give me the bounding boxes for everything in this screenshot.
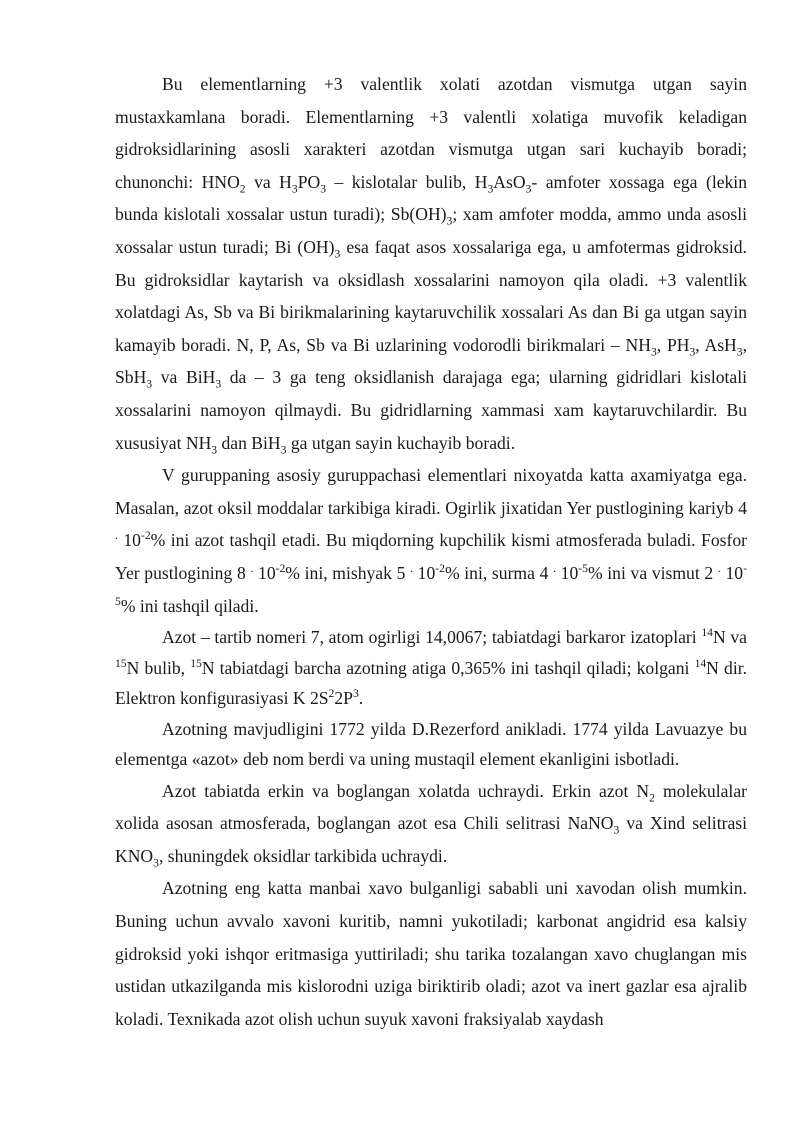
subscript: 3 [334, 247, 341, 261]
text-run: 10 [253, 562, 276, 583]
subscript: 3 [446, 214, 453, 228]
subscript: 3 [280, 443, 287, 457]
paragraph [115, 459, 747, 622]
subscript: 3 [487, 182, 494, 196]
superscript: 14 [694, 656, 707, 670]
text-run: dan BiH [217, 432, 281, 453]
text-run: V guruppaning asosiy guruppachasi elementlari nixoyatda katta axamiyatga ega. Masalan, azot oksil moddalar tarkibiga kiradi. Ogirlik jixatidan Yer pustlogining kariyb 4 [115, 465, 747, 518]
text-run: Azot – tartib nomeri 7, atom ogirligi 14,0067; tabiatdagi barkaror izatoplari [162, 627, 702, 648]
subscript: 3 [215, 377, 222, 391]
text-run: Azotning eng katta manbai xavo bulganligi sababli uni xavodan olish mumkin. Buning uchun avvalo xavoni kuritib, namni yukotiladi; karbonat angidrid esa kalsiy gidroksid yoki ishqor eritmasiga yuttiriladi; shu tarika tozalangan xavo chuglangan mis ustidan utkazilganda mis kislorodni uziga biriktirib oladi; azot va inert gazlar esa ajralib koladi. Texnikada azot olish uchun suyuk xavoni fraksiyalab xaydash [115, 878, 747, 1029]
paragraph [115, 872, 747, 1035]
text-run: Azot tabiatda erkin va boglangan xolatda uchraydi. Erkin azot N [162, 780, 650, 801]
text-run: % ini azot tashqil etadi. Bu miqdorning kupchilik kismi atmosferada buladi. Fosfor Yer pustlogining 8 [115, 530, 747, 583]
text-run: PO [297, 171, 321, 192]
subscript: 3 [650, 345, 657, 359]
superscript: . [250, 562, 254, 576]
text-run: 10 [556, 562, 579, 583]
subscript: 3 [525, 182, 532, 196]
text-run: ga utgan sayin kuchayib boradi. [286, 432, 516, 453]
text-run: , shuningdek oksidlar tarkibida uchraydi. [158, 845, 448, 866]
text-run: 10 [117, 530, 141, 551]
text-run: 10 [720, 562, 744, 583]
text-run: 10 [412, 562, 436, 583]
text-run: va BiH [152, 367, 216, 388]
text-run: Bu elementlarning +3 valentlik xolati azotdan vismutga utgan sayin mustaxkamlana boradi. Elementlarning +3 valentli xolatiga muvofik keladigan gidroksidlarining asosli xarakteri azotdan vismutga utgan sari kuchayib boradi; chunonchi: HNO [115, 74, 747, 192]
superscript: -5 [578, 562, 588, 576]
text-run: % ini, mishyak 5 [285, 562, 411, 583]
superscript: . [115, 529, 118, 543]
text-run: esa faqat asos xossalariga ega, u amfotermas gidroksid. Bu gidroksidlar kaytarish va oksidlash xossalarini namoyon qila oladi. +3 valentlik xolatdagi As, Sb va Bi birikmalarining kaytaruvchilik xossalari As dan Bi ga utgan sayin kamayib boradi. N, P, As, Sb va Bi uzlarining vodorodli birikmalari – NH [115, 236, 747, 355]
text-run: molekulalar xolida asosan atmosferada, boglangan azot esa Chili selitrasi NaNO [115, 780, 747, 834]
text-run: N bulib, [126, 657, 191, 678]
text-run: ; xam amfoter modda, ammo unda asosli xossalar ustun turadi; Bi (OH) [115, 204, 748, 257]
text-run: , SbH [115, 334, 747, 388]
text-run: % ini, surma 4 [444, 562, 554, 583]
text-run: va Xind selitrasi KNO [115, 813, 747, 866]
superscript: . [717, 562, 721, 576]
text-run: N tabiatdagi barcha azotning atiga 0,365% ini tashqil qiladi; kolgani [201, 657, 695, 678]
text-run: - amfoter xossaga ega (lekin bunda kislotali xossalar ustun turadi); Sb(OH) [115, 171, 747, 225]
text-run: da – 3 ga teng oksidlanish darajaga ega; ularning gidridlari kislotali xossalarini namoyon qilmaydi. Bu gidridlarning xammasi xam kaytaruvchilardir. Bu xususiyat NH [115, 367, 747, 453]
subscript: 2 [239, 182, 246, 196]
text-run: . [358, 688, 364, 709]
superscript: 15 [190, 656, 202, 670]
text-run: % ini va vismut 2 [587, 562, 718, 583]
superscript: -5 [115, 562, 747, 608]
text-run: AsO [493, 171, 526, 192]
text-run: Azotning mavjudligini 1772 yilda D.Rezerford anikladi. 1774 yilda Lavuazye bu elementga «azot» deb nom berdi va uning mustaqil element ekanligini isbotladi. [115, 718, 747, 770]
superscript: -2 [275, 562, 286, 576]
text-run: N dir. Elektron konfigurasiyasi K 2S [115, 657, 748, 709]
superscript: 15 [115, 656, 127, 670]
paragraph [115, 68, 747, 459]
subscript: 3 [291, 182, 298, 196]
text-run: 2P [334, 688, 353, 709]
text-run: , AsH [695, 334, 737, 355]
superscript: -2 [140, 529, 151, 543]
superscript: . [553, 562, 556, 576]
superscript: 3 [352, 687, 359, 701]
subscript: 3 [613, 823, 620, 837]
paragraph [115, 622, 747, 714]
superscript: 14 [701, 626, 713, 640]
paragraph [115, 714, 747, 775]
subscript: 3 [211, 443, 218, 457]
superscript: -2 [435, 562, 445, 576]
subscript: 3 [153, 856, 159, 870]
subscript: 3 [736, 345, 743, 359]
superscript: 2 [328, 687, 335, 701]
document-page [115, 68, 747, 1035]
text-run: % ini tashqil qiladi. [120, 595, 259, 616]
paragraph [115, 775, 747, 873]
text-run: N va [712, 627, 747, 648]
superscript: . [410, 562, 413, 576]
subscript: 3 [146, 377, 153, 391]
text-run: – kislotalar bulib, H [326, 171, 488, 192]
text-run: , PH [656, 334, 690, 355]
subscript: 2 [649, 791, 655, 805]
subscript: 3 [320, 182, 326, 196]
subscript: 3 [689, 345, 696, 359]
text-run: va H [245, 171, 292, 192]
